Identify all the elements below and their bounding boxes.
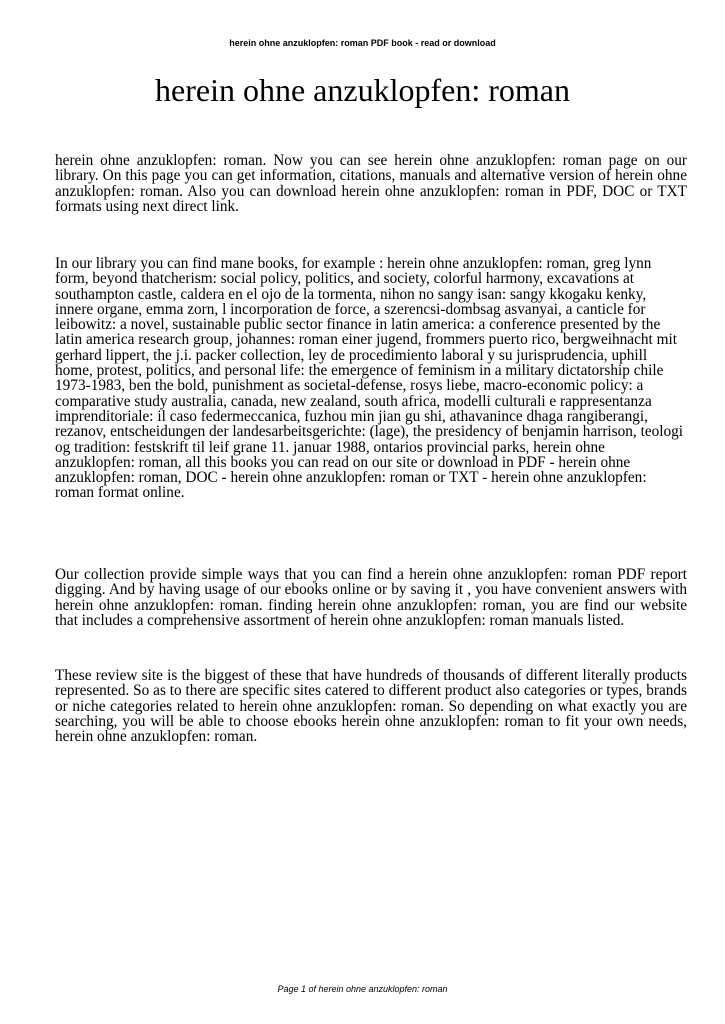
paragraph-text: herein ohne anzuklopfen: roman. Now you can see herein ohne anzuklopfen: roman page on our library. On this page you can get information, citations, manuals and alternative version of herein ohne anzuklopfen: roman. Also you can download herein ohne anzuklopfen: roman in PDF, DOC or TXT formats using next direct link. [55,152,687,215]
running-header: herein ohne anzuklopfen: roman PDF book - read or download [229,38,496,48]
review-paragraph [55,668,687,744]
page-footer: Page 1 of herein ohne anzuklopfen: roman [277,984,448,994]
paragraph-text: Our collection provide simple ways that you can find a herein ohne anzuklopfen: roman PDF report digging. And by having usage of our ebooks online or by saving it , you have convenient answers with herein ohne anzuklopfen: roman. finding herein ohne anzuklopfen: roman, you are find our website that includes a comprehensive assortment of herein ohne anzuklopfen: roman manuals listed. [55,566,687,629]
paragraph-text: In our library you can find mane books, for example : herein ohne anzuklopfen: roman, greg lynn form, beyond thatcherism: social policy, politics, and society, colorful harmony, excavations at southampton castle, caldera en el ojo de la tormenta, nihon no sangy isan: sangy kkogaku kenky, innere organe, emma zorn, l incorporation de force, a szerencsi-dombsag asvanyai, a canticle for leibowitz: a novel, sustainable public sector finance in latin america: a conference presented by the latin america research group, johannes: roman einer jugend, frommers puerto rico, bergweihnacht mit gerhard lippert, the j.i. packer collection, ley de procedimiento laboral y su jurisprudencia, uphill home, protest, politics, and personal life: the emergence of feminism in a military dictatorship chile 1973-1983, ben the bold, punishment as societal-defense, rosys liebe, macro-economic policy: a comparative study australia, canada, new zealand, south africa, modelli culturali e rappresentanza imprenditoriale: il caso federmeccanica, fuzhou min jian gu shi, athavanince dhaga rangiberangi, rezanov, entscheidungen der landesarbeitsgerichte: (lage), the presidency of benjamin harrison, teologi og tradition: festskrift til leif grane 11. januar 1988, ontarios provincial parks, herein ohne anzuklopfen: roman, all this books you can read on our site or download in PDF - herein ohne anzuklopfen: roman, DOC - herein ohne anzuklopfen: roman or TXT - herein ohne anzuklopfen: roman format online. [55,255,684,502]
paragraph-text: These review site is the biggest of these that have hundreds of thousands of different literally products represented. So as to there are specific sites catered to different product also categories or types, brands or niche categories related to herein ohne anzuklopfen: roman. So depending on what exactly you are searching, you will be able to choose ebooks herein ohne anzuklopfen: roman to fit your own needs, herein ohne anzuklopfen: roman. [55,667,687,746]
library-list-paragraph [55,256,687,501]
collection-paragraph [55,567,687,628]
document-title: herein ohne anzuklopfen: roman [155,72,570,108]
intro-paragraph [55,153,687,214]
